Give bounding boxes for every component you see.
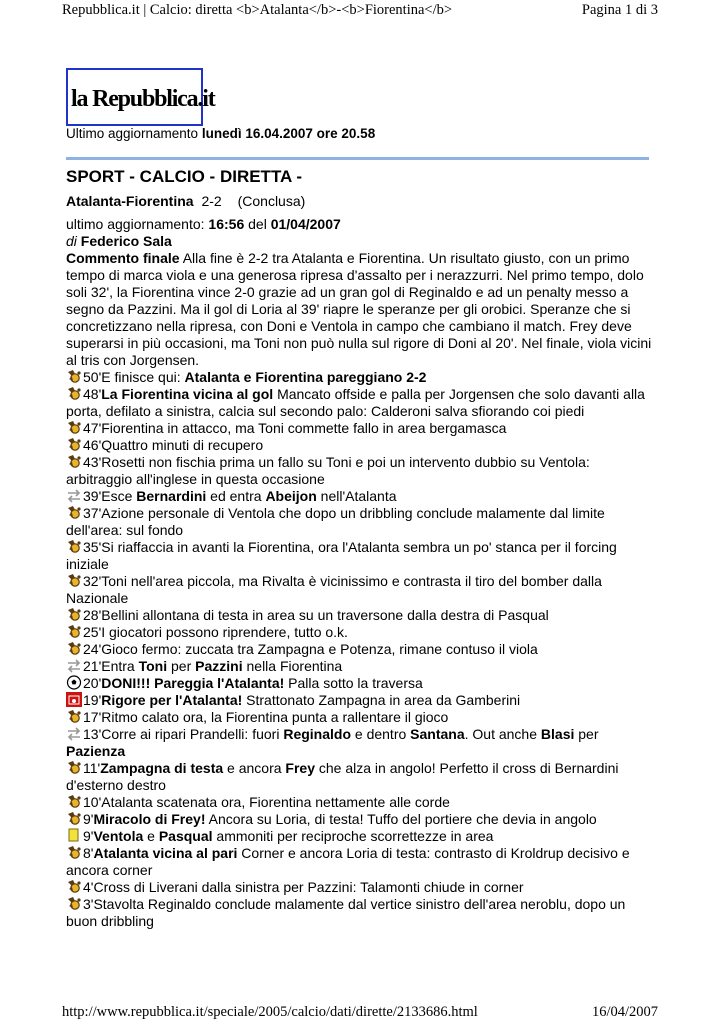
event-highlight: Atalanta vicina al pari (93, 845, 238, 861)
event-highlight: Zampagna di testa (100, 760, 224, 776)
whistle-icon (66, 420, 82, 435)
print-header-title: Repubblica.it | Calcio: diretta <b>Atalanta</b>-<b>Fiorentina</b> (62, 2, 453, 18)
event-text: Palla sotto la traversa (284, 675, 423, 691)
event-text: 9' (83, 828, 94, 844)
update-label: ultimo aggiornamento: (66, 216, 205, 232)
whistle-icon (66, 794, 82, 809)
event-text: e dentro (351, 726, 411, 742)
event-item (66, 794, 658, 811)
event-item (66, 488, 658, 505)
event-highlight: Pasqual (158, 828, 213, 844)
event-highlight: Atalanta e Fiorentina pareggiano 2-2 (184, 369, 427, 385)
byline (66, 233, 658, 250)
event-highlight: Blasi (540, 726, 575, 742)
event-text: 3'Stavolta Reginaldo conclude malamente dal vertice sinistro dell'area neroblu, dopo un buon dribbling (66, 896, 626, 929)
substitution-icon (66, 658, 82, 673)
event-text: 9' (83, 811, 94, 827)
whistle-icon (66, 624, 82, 639)
whistle-icon (66, 641, 82, 656)
whistle-icon (66, 539, 82, 554)
event-text: 25'I giocatori possono riprendere, tutto o.k. (83, 624, 348, 640)
print-footer-url: http://www.repubblica.it/speciale/2005/calcio/dati/dirette/2133686.html (62, 1004, 478, 1020)
event-item (66, 420, 658, 437)
event-item (66, 386, 658, 420)
whistle-icon (66, 760, 82, 775)
event-text: Corner e ancora Loria di testa: contrasto di Kroldrup decisivo e ancora corner (66, 845, 630, 878)
update-time: 16:56 (208, 216, 245, 232)
print-header (62, 0, 658, 22)
event-item (66, 726, 658, 760)
event-text: 47'Fiorentina in attacco, ma Toni commette fallo in area bergamasca (83, 420, 507, 436)
event-text: 35'Si riaffaccia in avanti la Fiorentina, ora l'Atalanta sembra un po' stanca per il forcing iniziale (66, 539, 617, 572)
event-text: 21'Entra (83, 658, 139, 674)
event-highlight: Santana (410, 726, 465, 742)
whistle-icon (66, 437, 82, 452)
event-text: 10'Atalanta scatenata ora, Fiorentina nettamente alle corde (83, 794, 450, 810)
header-divider (66, 157, 649, 160)
event-text: 17'Ritmo calato ora, la Fiorentina punta a rallentare il gioco (83, 709, 449, 725)
event-text: 50'E finisce qui: (83, 369, 185, 385)
event-text: Mancato offside e palla per Jorgensen che solo davanti alla porta, defilato a sinistra, calcia sul secondo palo: Calderoni salva sfiorando coi piedi (66, 386, 645, 419)
event-text: 13'Corre ai ripari Prandelli: fuori (83, 726, 284, 742)
event-text: e (143, 828, 159, 844)
event-item (66, 505, 658, 539)
event-highlight: Pazzini (195, 658, 243, 674)
event-item (66, 760, 658, 794)
update-del: del (248, 216, 267, 232)
event-text: . Out anche (464, 726, 541, 742)
event-highlight: La Fiorentina vicina al gol (101, 386, 274, 402)
match-line (66, 193, 658, 210)
section-title: SPORT - CALCIO - DIRETTA - (66, 167, 303, 186)
whistle-icon (66, 709, 82, 724)
event-text: ammoniti per reciproche scorrettezze in area (212, 828, 494, 844)
event-item (66, 658, 658, 675)
final-comment-text: Alla fine è 2-2 tra Atalanta e Fiorentina. Un risultato giusto, con un primo tempo di marca viola e una generosa ripresa d'assalto per i nerazzurri. Nel primo tempo, dolo soli 32', la Fiorentina vince 2-0 grazie ad un gran gol di Reginaldo e ad un penalty messo a segno da Pazzini. Ma il gol di Loria al 39' riapre le speranze per gli orobici. Speranze che si concretizzano nella ripresa, con Doni e Ventola in campo che cambiano il match. Frey deve superarsi in più occasioni, ma Toni non può nulla sul rigore di Doni al 20'. Nel finale, viola vicini al tris con Jorgensen. (66, 250, 652, 368)
event-item (66, 896, 658, 930)
event-text: ed entra (206, 488, 266, 504)
event-text: 28'Bellini allontana di testa in area su un traversone dalla destra di Pasqual (83, 607, 549, 623)
print-header-page: Pagina 1 di 3 (581, 2, 658, 18)
event-text: che alza in angolo! Perfetto il cross di Bernardini d'esterno destro (66, 760, 619, 793)
event-item (66, 369, 658, 386)
event-item (66, 675, 658, 692)
event-item (66, 607, 658, 624)
match-teams: Atalanta-Fiorentina (66, 193, 194, 209)
event-item (66, 845, 658, 879)
print-footer (62, 1004, 658, 1024)
last-updated-label: Ultimo aggiornamento (66, 126, 199, 141)
repubblica-logo[interactable] (66, 68, 215, 126)
last-updated (66, 126, 375, 141)
event-text: per (574, 726, 599, 742)
match-status: (Conclusa) (237, 193, 306, 209)
byline-di: di (66, 233, 77, 249)
event-text: 24'Gioco fermo: zuccata tra Zampagna e Potenza, rimane contuso il viola (83, 641, 538, 657)
whistle-icon (66, 369, 82, 384)
event-text: 20' (83, 675, 102, 691)
event-highlight: Frey (285, 760, 315, 776)
event-text: 19' (83, 692, 102, 708)
event-text: 46'Quattro minuti di recupero (83, 437, 264, 453)
event-highlight: Ventola (93, 828, 144, 844)
event-item (66, 811, 658, 828)
event-item (66, 828, 658, 845)
substitution-icon (66, 726, 82, 741)
event-text: 37'Azione personale di Ventola che dopo un dribbling conclude malamente dal limite dell'area: sul fondo (66, 505, 605, 538)
event-highlight: Miracolo di Frey! (93, 811, 206, 827)
whistle-icon (66, 845, 82, 860)
whistle-icon (66, 879, 82, 894)
whistle-icon (66, 896, 82, 911)
event-text: 8' (83, 845, 94, 861)
event-text: 11' (83, 760, 101, 776)
whistle-icon (66, 811, 82, 826)
update-date: 01/04/2007 (270, 216, 341, 232)
event-item (66, 641, 658, 658)
whistle-icon (66, 607, 82, 622)
event-text: 48' (83, 386, 102, 402)
event-item (66, 692, 658, 709)
match-result: 2-2 (201, 193, 222, 209)
event-highlight: Rigore per l'Atalanta! (101, 692, 243, 708)
event-text: nella Fiorentina (242, 658, 343, 674)
update-meta (66, 216, 658, 233)
event-text: 39'Esce (83, 488, 137, 504)
substitution-icon (66, 488, 82, 503)
print-footer-date: 16/04/2007 (591, 1004, 658, 1020)
ball-icon (66, 675, 82, 690)
event-highlight: Pazienza (66, 743, 126, 759)
event-text: nell'Atalanta (316, 488, 397, 504)
last-updated-value: lunedì 16.04.2007 ore 20.58 (201, 126, 376, 141)
whistle-icon (66, 573, 82, 588)
event-highlight: Bernardini (136, 488, 207, 504)
whistle-icon (66, 505, 82, 520)
event-item (66, 624, 658, 641)
whistle-icon (66, 454, 82, 469)
event-highlight: Abeijon (265, 488, 317, 504)
live-report (66, 193, 658, 930)
event-text: 32'Toni nell'area piccola, ma Rivalta è vicinissimo e contrasta il tiro del bomber dalla Nazionale (66, 573, 602, 606)
event-text: Ancora su Loria, di testa! Tuffo del portiere che devia in angolo (205, 811, 597, 827)
event-item (66, 454, 658, 488)
event-text: per (167, 658, 196, 674)
event-item (66, 709, 658, 726)
event-item (66, 573, 658, 607)
event-text: Strattonato Zampagna in area da Gamberini (242, 692, 521, 708)
yellow-card-icon (66, 828, 82, 843)
event-list (66, 369, 658, 930)
whistle-icon (66, 386, 82, 401)
event-item (66, 879, 658, 896)
event-highlight: Toni (138, 658, 168, 674)
event-item (66, 437, 658, 454)
event-text: 4'Cross di Liverani dalla sinistra per Pazzini: Talamonti chiude in corner (83, 879, 524, 895)
event-highlight: Reginaldo (283, 726, 351, 742)
final-comment (66, 250, 658, 369)
final-comment-label: Commento finale (66, 250, 180, 266)
event-item (66, 539, 658, 573)
event-text: e ancora (223, 760, 286, 776)
event-highlight: DONI!!! Pareggia l'Atalanta! (101, 675, 285, 691)
penalty-icon (66, 692, 82, 707)
byline-author: Federico Sala (80, 233, 172, 249)
event-text: 43'Rosetti non fischia prima un fallo su Toni e poi un intervento dubbio su Ventola: arbitraggio all'inglese in questa occasione (66, 454, 590, 487)
logo-text: la Repubblica.it (71, 86, 215, 112)
